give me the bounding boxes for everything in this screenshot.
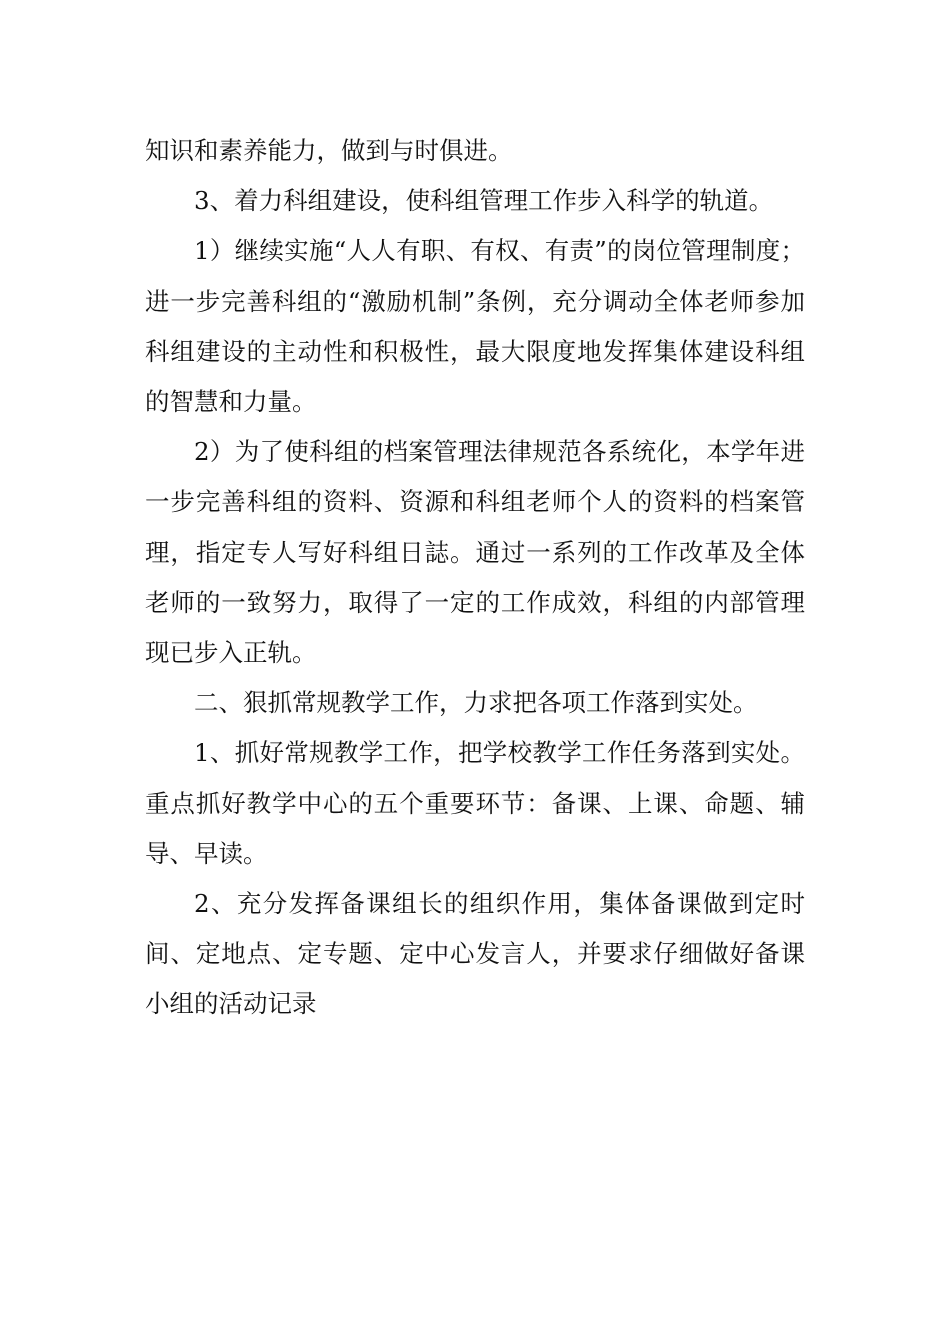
paragraph-continuation: 知识和素养能力，做到与时俱进。 <box>145 136 513 165</box>
document-body <box>145 126 805 1030</box>
paragraph-section-2-heading: 二、狠抓常规教学工作，力求把各项工作落到实处。 <box>194 688 758 718</box>
paragraph-section-3-heading: 3、着力科组建设，使科组管理工作步入科学的轨道。 <box>194 186 774 216</box>
paragraph-item-1: 1）继续实施“人人有职、有权、有责”的岗位管理制度；进一步完善科组的“激励机制”条例，充分调动全体老师参加科组建设的主动性和积极性，最大限度地发挥集体建设科组的智慧和力量。 <box>145 236 805 417</box>
paragraph-point-2: 2、充分发挥备课组长的组织作用，集体备课做到定时间、定地点、定专题、定中心发言人，并要求仔细做好备课小组的活动记录 <box>145 889 805 1019</box>
paragraph-item-2: 2）为了使科组的档案管理法律规范各系统化，本学年进一步完善科组的资料、资源和科组老师个人的资料的档案管理，指定专人写好科组日誌。通过一系列的工作改革及全体老师的一致努力，取得了一定的工作成效，科组的内部管理现已步入正轨。 <box>145 437 805 668</box>
paragraph-point-1: 1、抓好常规教学工作，把学校教学工作任务落到实处。重点抓好教学中心的五个重要环节：备课、上课、命题、辅导、早读。 <box>145 738 805 868</box>
